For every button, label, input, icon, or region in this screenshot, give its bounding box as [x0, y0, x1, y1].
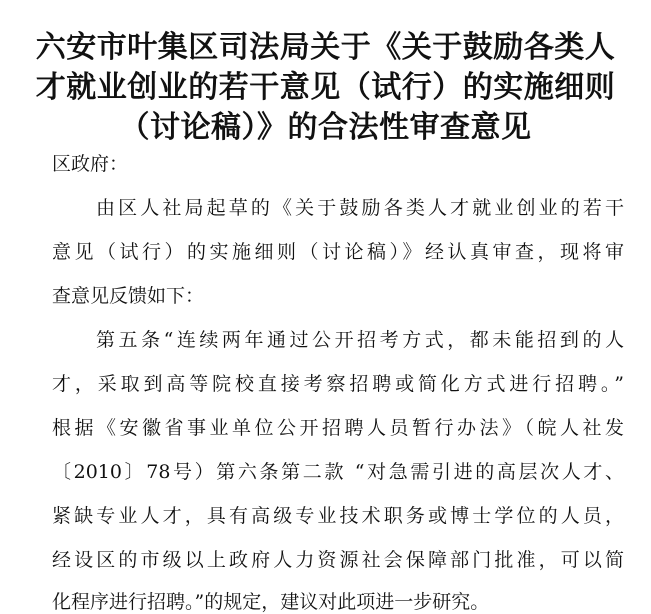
- paragraph-2-line-4: 〔2010〕78号）第六条第二款 “对急需引进的高层次人才、: [52, 461, 624, 483]
- paragraph-2-line-1: 第五条“连续两年通过公开招考方式，都未能招到的人: [96, 329, 624, 351]
- paragraph-2-line-5: 紧缺专业人才，具有高级专业技术职务或博士学位的人员，: [52, 505, 624, 527]
- paragraph-2-line-3: 根据《安徽省事业单位公开招聘人员暂行办法》（皖人社发: [52, 417, 624, 439]
- paragraph-1-line-2: 意见（试行）的实施细则（讨论稿）》经认真审查，现将审: [52, 241, 624, 263]
- document-title-line-1: 六安市叶集区司法局关于《关于鼓励各类人: [35, 30, 616, 65]
- paragraph-2-line-7: 化程序进行招聘。”的规定，建议对此项进一步研究。: [52, 591, 490, 613]
- document-title-line-2: 才就业创业的若干意见（试行）的实施细则: [35, 70, 616, 105]
- document-title-line-3: （讨论稿）》的合法性审查意见: [119, 110, 532, 145]
- paragraph-1-line-1: 由区人社局起草的《关于鼓励各类人才就业创业的若干: [96, 197, 624, 219]
- paragraph-2-line-2: 才，采取到高等院校直接考察招聘或简化方式进行招聘。”: [52, 373, 624, 395]
- salutation: 区政府：: [52, 153, 129, 175]
- paragraph-2-line-6: 经设区的市级以上政府人力资源社会保障部门批准，可以简: [52, 549, 624, 571]
- paragraph-1-line-3: 查意见反馈如下：: [52, 285, 205, 307]
